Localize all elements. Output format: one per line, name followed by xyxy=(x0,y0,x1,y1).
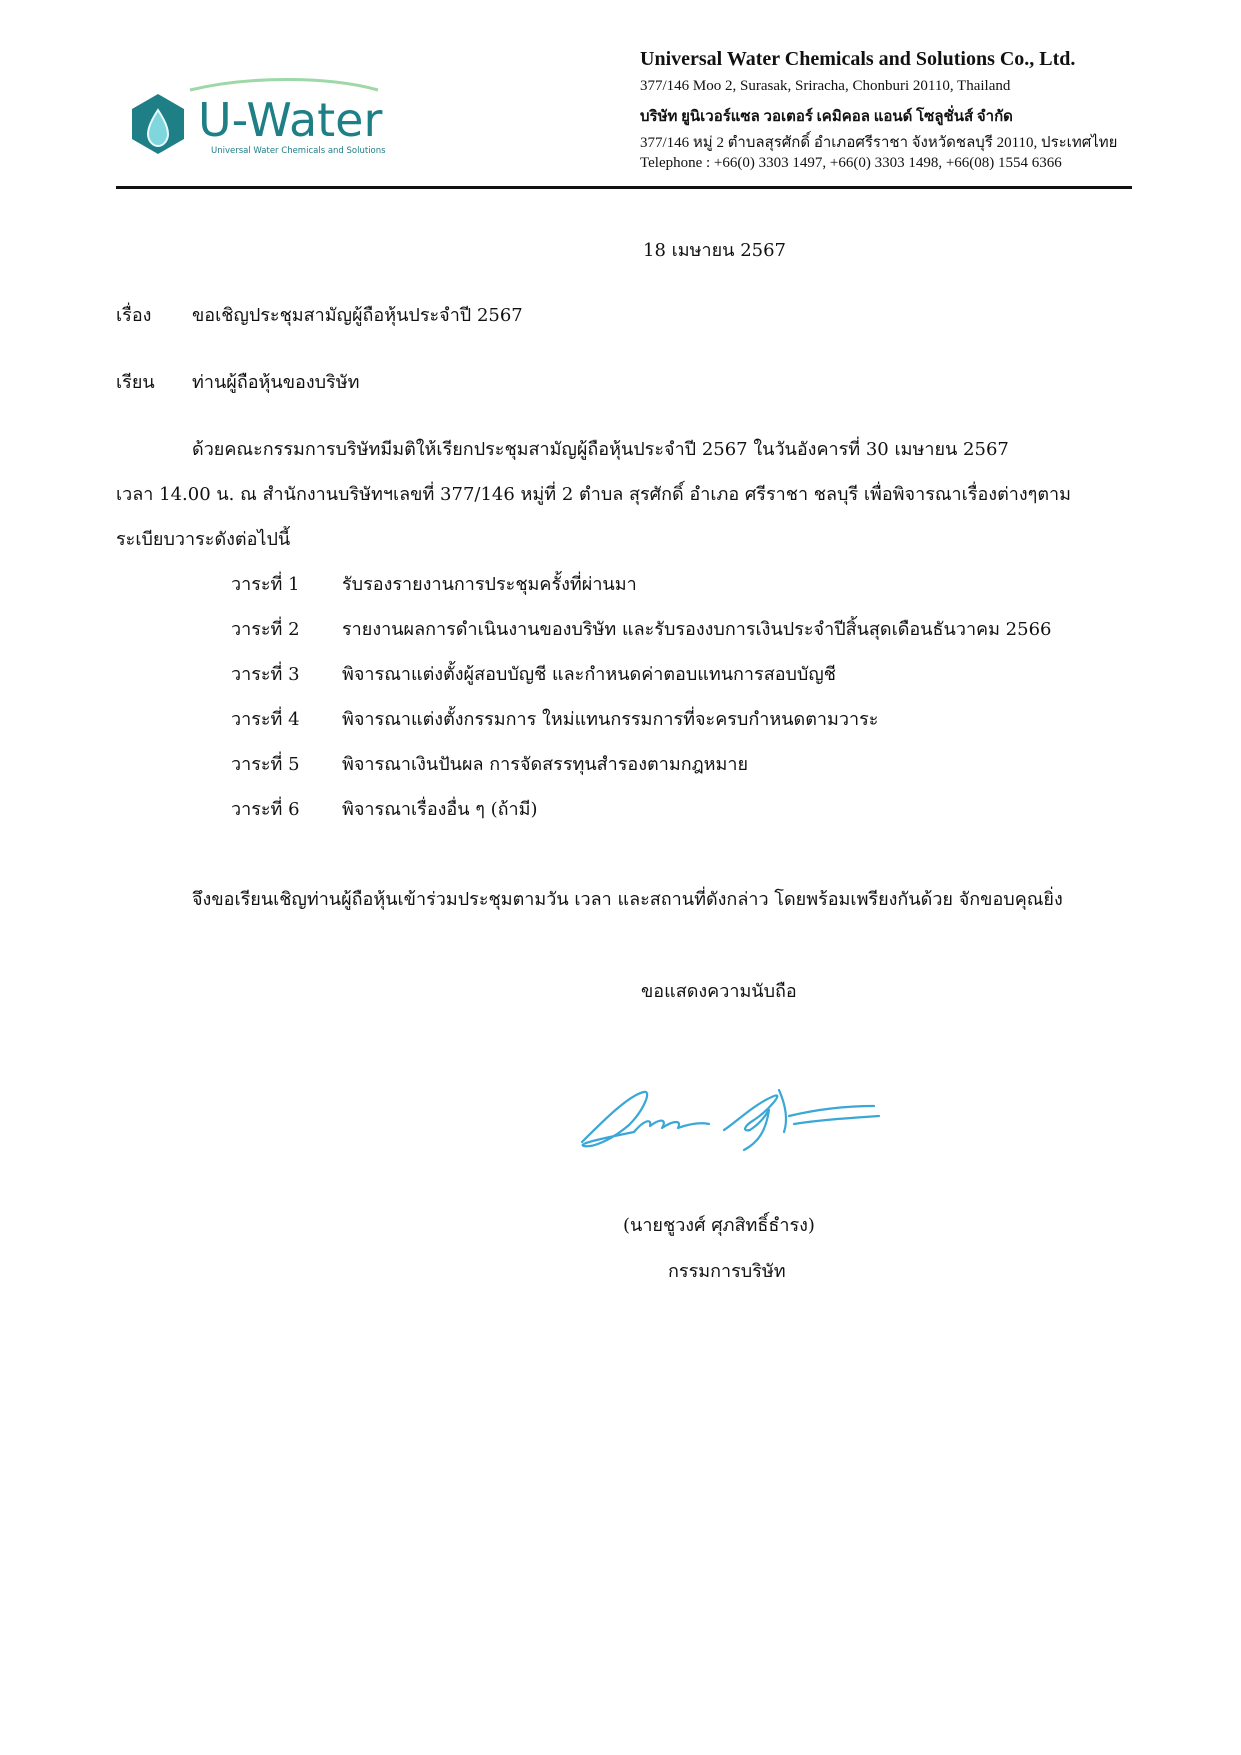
recipient-label: เรียน xyxy=(116,372,155,393)
signature-graphic xyxy=(574,1080,884,1155)
agenda-text: รับรองรายงานการประชุมครั้งที่ผ่านมา xyxy=(342,574,637,595)
agenda-text: รายงานผลการดำเนินงานของบริษัท และรับรองงบการเงินประจำปีสิ้นสุดเดือนธันวาคม 2566 xyxy=(342,619,1052,640)
recipient-text: ท่านผู้ถือหุ้นของบริษัท xyxy=(192,372,360,393)
agenda-number: วาระที่ 4 xyxy=(231,709,300,730)
company-telephone: Telephone : +66(0) 3303 1497, +66(0) 3303 1498, +66(08) 1554 6366 xyxy=(640,155,1062,171)
agenda-text: พิจารณาแต่งตั้งผู้สอบบัญชี และกำหนดค่าตอบแทนการสอบบัญชี xyxy=(342,664,836,685)
logo-graphic xyxy=(128,78,428,173)
company-logo xyxy=(128,78,428,173)
agenda-text: พิจารณาแต่งตั้งกรรมการ ใหม่แทนกรรมการที่จะครบกำหนดตามวาระ xyxy=(342,709,879,730)
closing-paragraph: จึงขอเรียนเชิญท่านผู้ถือหุ้นเข้าร่วมประชุมตามวัน เวลา และสถานที่ดังกล่าว โดยพร้อมเพรียงกันด้วย จักขอบคุณยิ่ง xyxy=(192,889,1063,910)
paragraph-line: ระเบียบวาระดังต่อไปนี้ xyxy=(116,529,291,550)
closing-regards: ขอแสดงความนับถือ xyxy=(641,981,797,1002)
subject-label: เรื่อง xyxy=(116,305,152,326)
company-address-th: 377/146 หมู่ 2 ตำบลสุรศักดิ์ อำเภอศรีราชา จังหวัดชลบุรี 20110, ประเทศไทย xyxy=(640,135,1118,151)
company-name-th: บริษัท ยูนิเวอร์แซล วอเตอร์ เคมิคอล แอนด์ โซลูชั่นส์ จำกัด xyxy=(640,109,1013,125)
signer-title: กรรมการบริษัท xyxy=(668,1261,786,1282)
signer-name: (นายชูวงศ์ ศุภสิทธิ์ธำรง) xyxy=(623,1215,815,1236)
paragraph-line: เวลา 14.00 น. ณ สำนักงานบริษัทฯเลขที่ 377/146 หมู่ที่ 2 ตำบล สุรศักดิ์ อำเภอ ศรีราชา ชลบุรี เพื่อพิจารณาเรื่องต่างๆตาม xyxy=(116,484,1072,505)
agenda-text: พิจารณาเรื่องอื่น ๆ (ถ้ามี) xyxy=(342,799,538,820)
agenda-number: วาระที่ 2 xyxy=(231,619,300,640)
letter-date: 18 เมษายน 2567 xyxy=(643,240,786,261)
agenda-text: พิจารณาเงินปันผล การจัดสรรทุนสำรองตามกฎหมาย xyxy=(342,754,749,775)
subject-text: ขอเชิญประชุมสามัญผู้ถือหุ้นประจำปี 2567 xyxy=(192,305,523,326)
company-address-en: 377/146 Moo 2, Surasak, Sriracha, Chonburi 20110, Thailand xyxy=(640,78,1011,94)
logo-tagline: Universal Water Chemicals and Solutions xyxy=(211,146,386,156)
agenda-number: วาระที่ 5 xyxy=(231,754,300,775)
agenda-number: วาระที่ 1 xyxy=(231,574,300,595)
company-name: Universal Water Chemicals and Solutions Co., Ltd. xyxy=(640,48,1076,70)
handwritten-signature xyxy=(574,1080,884,1155)
header-divider xyxy=(116,186,1132,189)
agenda-number: วาระที่ 3 xyxy=(231,664,300,685)
paragraph-line: ด้วยคณะกรรมการบริษัทมีมติให้เรียกประชุมสามัญผู้ถือหุ้นประจำปี 2567 ในวันอังคารที่ 30 เมษายน 2567 xyxy=(192,439,1009,460)
logo-swoosh xyxy=(190,80,378,91)
agenda-number: วาระที่ 6 xyxy=(231,799,300,820)
logo-wordmark: U-Water xyxy=(198,93,383,147)
